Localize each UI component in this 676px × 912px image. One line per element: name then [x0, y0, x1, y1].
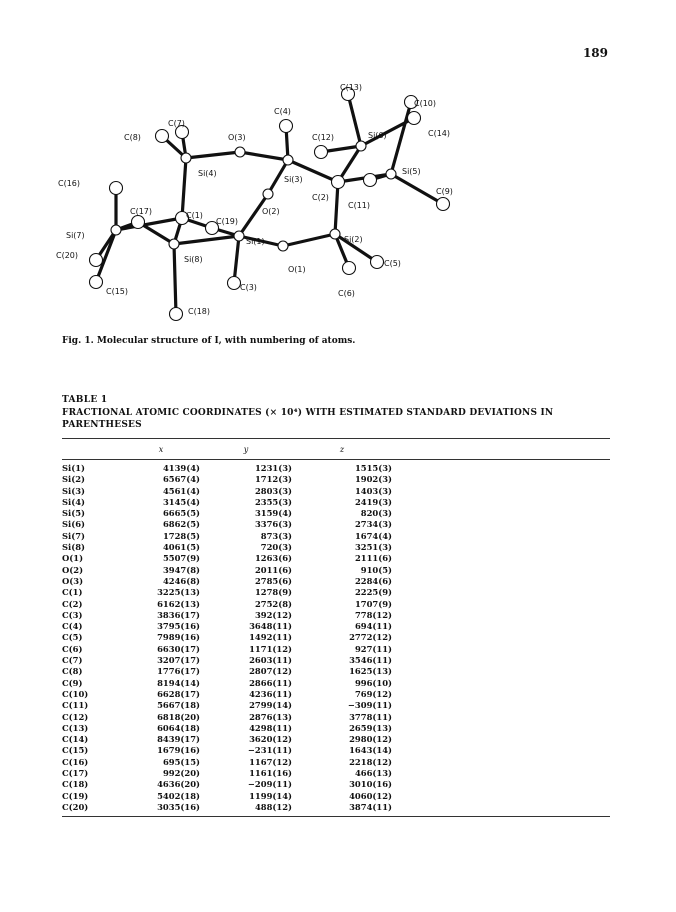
table-row [62, 463, 610, 474]
cell-x: 7989(16) [157, 632, 200, 643]
cell-z: 910(5) [360, 564, 392, 575]
atom-c3 [228, 277, 241, 290]
table-row [62, 678, 610, 689]
table-row [62, 712, 610, 723]
atom-label: Si(3) [284, 175, 303, 184]
atom-c8 [156, 130, 169, 143]
cell-y: 2752(8) [254, 598, 292, 609]
bond [283, 234, 335, 246]
cell-x: 5667(18) [157, 700, 200, 711]
cell-y: 392(12) [254, 609, 292, 620]
cell-y: 3159(4) [254, 508, 292, 519]
atom-label: Si(6) [368, 131, 387, 140]
atom-si2 [330, 229, 340, 239]
cell-z: 927(11) [354, 643, 392, 654]
cell-z: 2225(9) [354, 587, 392, 598]
atom-si3 [283, 155, 293, 165]
atom-c16 [110, 182, 123, 195]
cell-y: 1231(3) [254, 463, 292, 473]
cell-atom: C(3) [62, 609, 83, 620]
figure-caption: Fig. 1. Molecular structure of I, with numbering of atoms. [62, 336, 356, 346]
cell-atom: C(17) [62, 768, 89, 779]
cell-y: 4298(11) [249, 722, 292, 733]
cell-atom: C(4) [62, 621, 83, 632]
table-row [62, 644, 610, 655]
cell-x: 1776(17) [157, 666, 200, 677]
cell-y: 2799(14) [249, 700, 292, 711]
cell-atom: Si(3) [62, 485, 85, 496]
cell-x: 3836(17) [157, 609, 200, 620]
table-row [62, 768, 610, 779]
atom-label: C(13) [340, 83, 363, 92]
cell-y: 2355(3) [254, 496, 292, 507]
atom-label: C(10) [414, 99, 437, 108]
cell-z: −309(11) [347, 700, 392, 711]
coordinates-table [62, 438, 610, 817]
cell-x: 4246(8) [162, 575, 200, 586]
table-row [62, 723, 610, 734]
cell-y: 2866(11) [249, 677, 292, 688]
atom-si5 [386, 169, 396, 179]
atom-si7 [111, 225, 121, 235]
cell-atom: C(9) [62, 677, 83, 688]
cell-z: 2218(12) [349, 756, 392, 767]
cell-z: 1643(14) [349, 745, 392, 756]
cell-z: 2980(12) [349, 734, 392, 745]
cell-y: 2807(12) [249, 666, 292, 677]
cell-x: 3795(16) [157, 621, 200, 632]
cell-atom: C(6) [62, 643, 83, 654]
cell-z: 694(11) [354, 621, 392, 632]
cell-x: 1679(16) [157, 745, 200, 756]
cell-atom: Si(2) [62, 474, 85, 485]
atom-label: C(14) [428, 129, 451, 138]
table-row [62, 497, 610, 508]
cell-z: 2734(3) [354, 519, 392, 530]
cell-z: 1625(13) [349, 666, 392, 677]
cell-y: 2876(13) [249, 711, 292, 722]
cell-y: 1712(3) [254, 474, 292, 485]
atom-label: C(6) [338, 289, 355, 298]
atom-c4 [280, 120, 293, 133]
table-label: TABLE 1 [62, 395, 108, 405]
cell-x: 3035(16) [157, 801, 200, 812]
cell-atom: C(2) [62, 598, 83, 609]
atom-label: O(3) [228, 133, 246, 142]
atom-label: C(5) [384, 259, 401, 268]
cell-y: 873(3) [260, 530, 292, 541]
atom-layer [90, 88, 450, 321]
atom-si4 [181, 153, 191, 163]
cell-y: 4236(11) [249, 688, 292, 699]
cell-z: 2659(13) [349, 722, 392, 733]
cell-atom: O(3) [62, 575, 84, 586]
table-row [62, 565, 610, 576]
atom-o3 [235, 147, 245, 157]
cell-z: 1674(4) [354, 530, 392, 541]
table-bottom-rule [62, 816, 610, 817]
cell-atom: C(13) [62, 722, 89, 733]
cell-z: 769(12) [354, 688, 392, 699]
cell-atom: C(18) [62, 779, 89, 790]
cell-x: 1728(5) [162, 530, 200, 541]
atom-label: C(2) [312, 193, 329, 202]
cell-atom: C(1) [62, 587, 83, 598]
atom-c12 [315, 146, 328, 159]
cell-atom: Si(4) [62, 496, 85, 507]
atom-label: Si(2) [344, 235, 363, 244]
cell-y: 1171(12) [249, 643, 292, 654]
cell-y: −231(11) [247, 745, 292, 756]
atom-label: Si(1) [246, 237, 265, 246]
cell-z: 2772(12) [349, 632, 392, 643]
cell-y: 1167(12) [249, 756, 292, 767]
bond [174, 244, 176, 314]
table-row [62, 779, 610, 790]
cell-x: 4636(20) [157, 779, 200, 790]
atom-c6 [343, 262, 356, 275]
cell-y: 488(12) [254, 801, 292, 812]
page-number: 189 [582, 46, 608, 60]
cell-x: 5402(18) [157, 790, 200, 801]
cell-atom: C(8) [62, 666, 83, 677]
cell-x: 8439(17) [157, 734, 200, 745]
cell-atom: C(10) [62, 688, 89, 699]
atom-label: Si(7) [66, 231, 85, 240]
cell-x: 6862(5) [162, 519, 200, 530]
bond [348, 94, 361, 146]
cell-z: 2419(3) [354, 496, 392, 507]
cell-x: 3145(4) [162, 496, 200, 507]
table-body [62, 460, 610, 816]
cell-x: 992(20) [162, 768, 200, 779]
atom-label: C(16) [58, 179, 81, 188]
table-row [62, 508, 610, 519]
cell-z: 1403(3) [354, 485, 392, 496]
cell-atom: Si(5) [62, 508, 85, 519]
bond-layer [96, 94, 443, 314]
cell-y: 1263(6) [254, 553, 292, 564]
cell-x: 4061(5) [162, 542, 200, 553]
cell-y: 2011(6) [254, 564, 292, 575]
cell-x: 6818(20) [157, 711, 200, 722]
atom-label: Si(4) [198, 169, 217, 178]
table-row [62, 599, 610, 610]
table-row [62, 486, 610, 497]
atom-c17 [132, 216, 145, 229]
cell-atom: Si(1) [62, 463, 85, 473]
table-header-row [62, 439, 610, 459]
cell-z: 466(13) [354, 768, 392, 779]
cell-y: 1492(11) [249, 632, 292, 643]
table-row [62, 519, 610, 530]
atom-label: Si(8) [184, 255, 203, 264]
atom-label: C(20) [56, 251, 79, 260]
cell-y: 3620(12) [249, 734, 292, 745]
cell-x: 6064(18) [157, 722, 200, 733]
atom-c9 [437, 198, 450, 211]
cell-x: 5507(9) [162, 553, 200, 564]
cell-x: 695(15) [162, 756, 200, 767]
bond [186, 152, 240, 158]
molecular-structure-diagram [56, 70, 616, 332]
bond [391, 102, 411, 174]
bond [335, 182, 338, 234]
cell-y: 1161(16) [249, 768, 292, 779]
cell-atom: C(7) [62, 655, 83, 666]
cell-x: 3207(17) [157, 655, 200, 666]
atom-label: C(1) [186, 211, 203, 220]
cell-y: 1199(14) [249, 790, 292, 801]
cell-atom: C(11) [62, 700, 89, 711]
cell-atom: O(1) [62, 553, 84, 564]
atom-si1 [234, 231, 244, 241]
table-row [62, 531, 610, 542]
table-row [62, 802, 610, 813]
cell-z: 1902(3) [354, 474, 392, 485]
cell-z: 3546(11) [349, 655, 392, 666]
cell-x: 3947(8) [162, 564, 200, 575]
atom-label: C(19) [216, 217, 239, 226]
atom-label: O(2) [262, 207, 280, 216]
cell-x: 6630(17) [157, 643, 200, 654]
cell-z: 3251(3) [354, 542, 392, 553]
atom-c15 [90, 276, 103, 289]
cell-z: 2284(6) [354, 575, 392, 586]
table-row [62, 655, 610, 666]
cell-y: 720(3) [260, 542, 292, 553]
cell-atom: C(20) [62, 801, 89, 812]
cell-z: 778(12) [354, 609, 392, 620]
cell-x: 6162(13) [157, 598, 200, 609]
table-row [62, 745, 610, 756]
cell-z: 820(3) [360, 508, 392, 519]
cell-x: 3225(13) [157, 587, 200, 598]
atom-c18 [170, 308, 183, 321]
bond [234, 236, 239, 283]
atom-label: Si(5) [402, 167, 421, 176]
cell-atom: C(15) [62, 745, 89, 756]
atom-label: C(15) [106, 287, 129, 296]
atom-o2 [263, 189, 273, 199]
cell-x: 8194(14) [157, 677, 200, 688]
cell-z: 3778(11) [349, 711, 392, 722]
atom-label: C(4) [274, 107, 291, 116]
table-row [62, 587, 610, 598]
atom-c2 [332, 176, 345, 189]
cell-atom: Si(6) [62, 519, 85, 530]
table-row [62, 610, 610, 621]
table-row [62, 791, 610, 802]
atom-c20 [90, 254, 103, 267]
cell-y: 2603(11) [249, 655, 292, 666]
atom-label: C(17) [130, 207, 153, 216]
cell-y: 2803(3) [254, 485, 292, 496]
cell-x: 6567(4) [162, 474, 200, 485]
cell-atom: C(19) [62, 790, 89, 801]
cell-x: 4561(4) [162, 485, 200, 496]
atom-label: C(18) [188, 307, 211, 316]
cell-atom: C(12) [62, 711, 89, 722]
cell-atom: Si(7) [62, 530, 85, 541]
table-row [62, 632, 610, 643]
cell-atom: C(16) [62, 756, 89, 767]
atom-label: C(7) [168, 119, 185, 128]
cell-y: 1278(9) [254, 587, 292, 598]
table-row [62, 542, 610, 553]
cell-z: 1515(3) [354, 463, 392, 473]
header-x: x [158, 444, 164, 454]
table-row [62, 474, 610, 485]
cell-z: 3874(11) [349, 801, 392, 812]
bond [174, 236, 239, 244]
cell-z: 2111(6) [354, 553, 392, 564]
atom-o1 [278, 241, 288, 251]
atom-label: C(8) [124, 133, 141, 142]
cell-z: 3010(16) [349, 779, 392, 790]
cell-y: 3648(11) [249, 621, 292, 632]
bond [240, 152, 288, 160]
cell-y: 2785(6) [254, 575, 292, 586]
atom-label: C(3) [240, 283, 257, 292]
cell-z: 4060(12) [349, 790, 392, 801]
cell-atom: C(5) [62, 632, 83, 643]
cell-z: 996(10) [354, 677, 392, 688]
cell-x: 4139(4) [162, 463, 200, 473]
table-row [62, 757, 610, 768]
atom-label: C(12) [312, 133, 335, 142]
atom-c14 [408, 112, 421, 125]
cell-atom: Si(8) [62, 542, 85, 553]
atom-c11 [364, 174, 377, 187]
table-row [62, 576, 610, 587]
table-row [62, 734, 610, 745]
cell-y: −209(11) [247, 779, 292, 790]
atom-label: O(1) [288, 265, 306, 274]
cell-y: 3376(3) [254, 519, 292, 530]
atom-c5 [371, 256, 384, 269]
atom-label: C(11) [348, 201, 371, 210]
table-row [62, 666, 610, 677]
table-row [62, 689, 610, 700]
molecular-structure-figure [56, 70, 616, 332]
cell-x: 6665(5) [162, 508, 200, 519]
cell-z: 1707(9) [354, 598, 392, 609]
atom-label: C(9) [436, 187, 453, 196]
atom-si8 [169, 239, 179, 249]
cell-atom: O(2) [62, 564, 84, 575]
cell-atom: C(14) [62, 734, 89, 745]
cell-x: 6628(17) [157, 688, 200, 699]
header-z: z [339, 444, 345, 454]
table-row [62, 621, 610, 632]
table-title: FRACTIONAL ATOMIC COORDINATES (× 10⁴) WITH ESTIMATED STANDARD DEVIATIONS IN PARENTHESES [62, 408, 554, 430]
table-row [62, 553, 610, 564]
bond [182, 158, 186, 218]
table-row [62, 700, 610, 711]
atom-si6 [356, 141, 366, 151]
header-y: y [243, 444, 249, 454]
